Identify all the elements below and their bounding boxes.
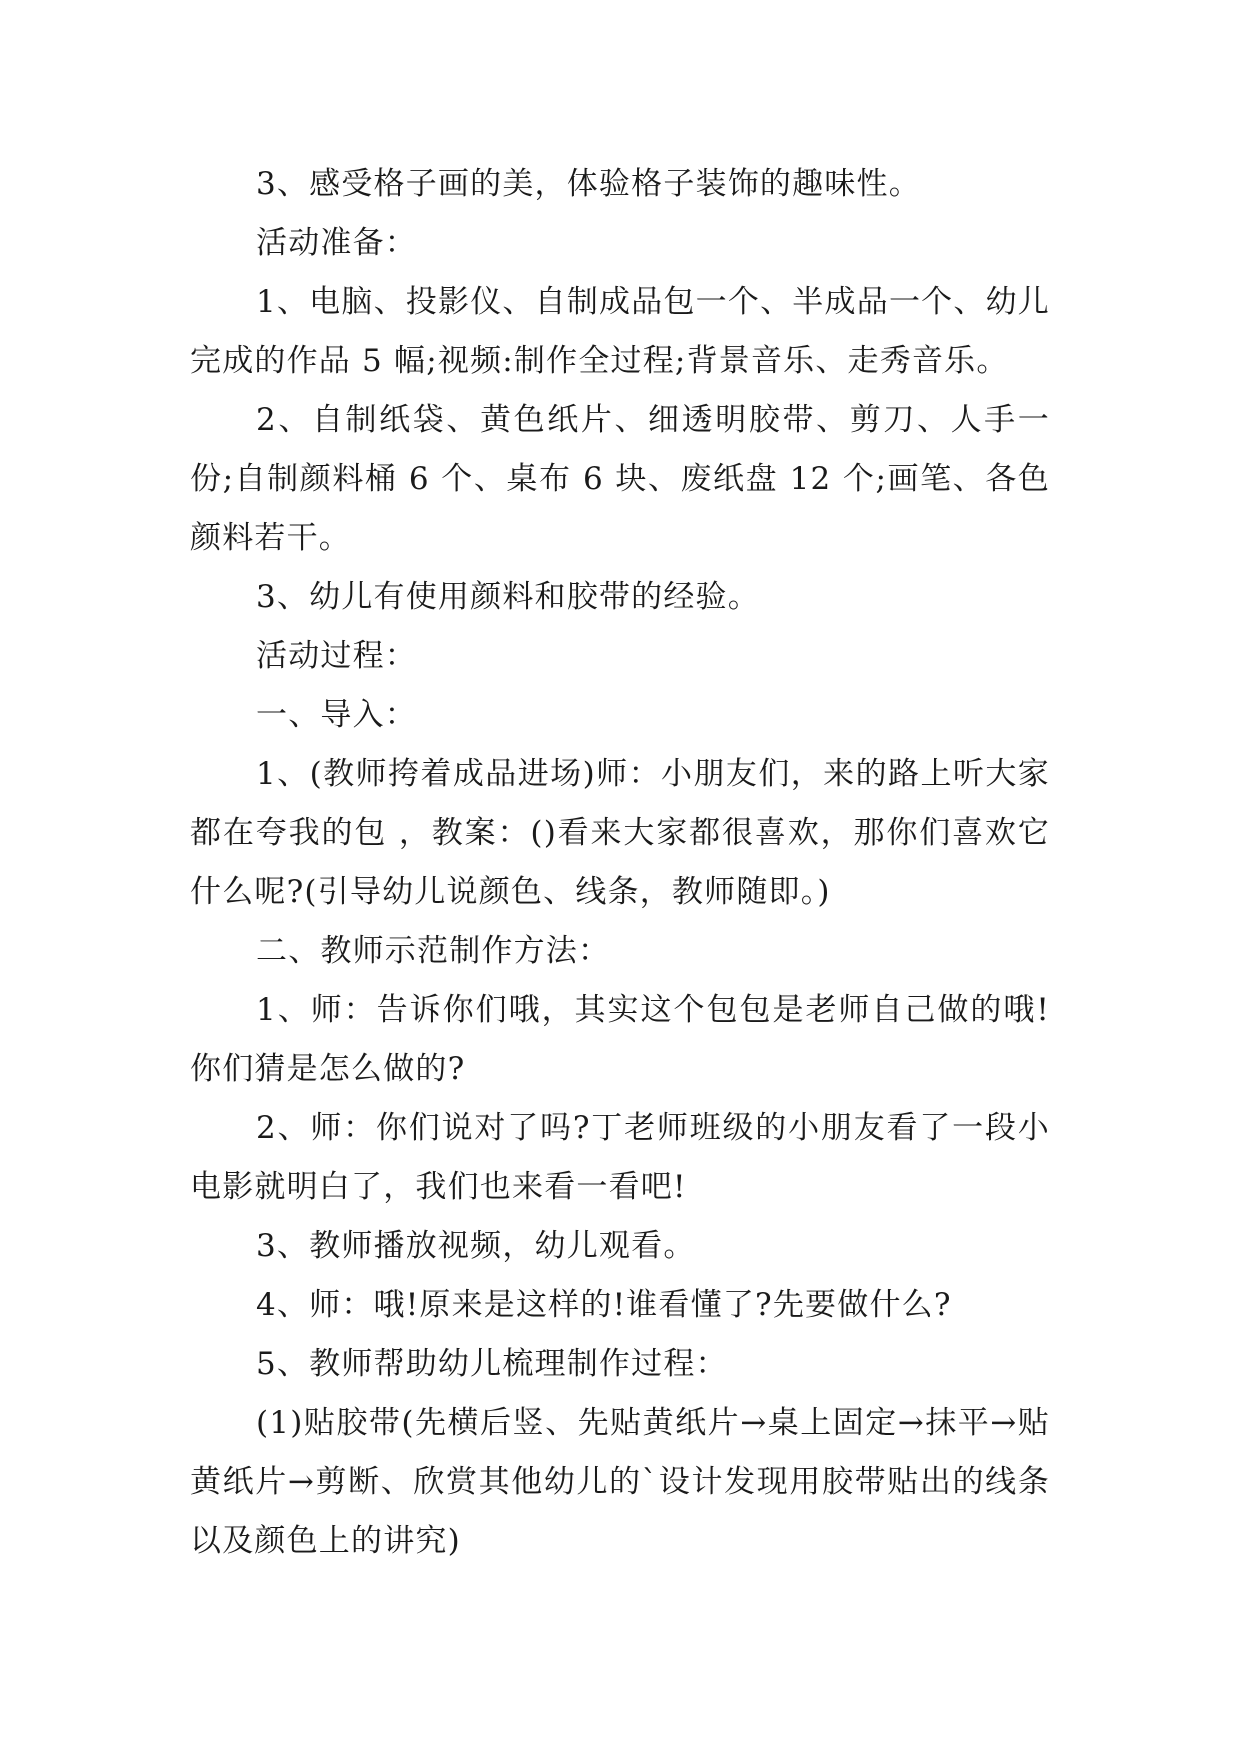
paragraph-prep-2: 2、自制纸袋、黄色纸片、细透明胶带、剪刀、人手一份;自制颜料桶 6 个、桌布 6 块、废纸盘 12 个;画笔、各色颜料若干。 [190, 402, 1050, 556]
paragraph-goal-3: 3、感受格子画的美，体验格子装饰的趣味性。 [256, 166, 921, 202]
heading-demonstration: 二、教师示范制作方法： [256, 933, 611, 969]
paragraph-demo-4: 4、师：哦!原来是这样的!谁看懂了?先要做什么? [256, 1287, 952, 1323]
heading-introduction: 一、导入： [256, 697, 417, 733]
paragraph-demo-3: 3、教师播放视频，幼儿观看。 [256, 1228, 696, 1264]
paragraph-prep-3: 3、幼儿有使用颜料和胶带的经验。 [256, 579, 760, 615]
heading-activity-process: 活动过程： [256, 638, 417, 674]
paragraph-demo-5: 5、教师帮助幼儿梳理制作过程： [256, 1346, 728, 1382]
document-page [190, 155, 1050, 1571]
heading-activity-preparation: 活动准备： [256, 225, 417, 261]
paragraph-demo-2: 2、师：你们说对了吗?丁老师班级的小朋友看了一段小电影就明白了，我们也来看一看吧! [190, 1110, 1050, 1205]
paragraph-intro-1: 1、(教师挎着成品进场)师：小朋友们，来的路上听大家都在夸我的包 ，教案：()看来大家都很喜欢，那你们喜欢它什么呢?(引导幼儿说颜色、线条，教师随即。) [190, 756, 1050, 910]
paragraph-step-1: (1)贴胶带(先横后竖、先贴黄纸片→桌上固定→抹平→贴黄纸片→剪断、欣赏其他幼儿的`设计发现用胶带贴出的线条以及颜色上的讲究) [190, 1405, 1050, 1559]
paragraph-demo-1: 1、师：告诉你们哦，其实这个包包是老师自己做的哦!你们猜是怎么做的? [190, 992, 1050, 1087]
paragraph-prep-1: 1、电脑、投影仪、自制成品包一个、半成品一个、幼儿完成的作品 5 幅;视频:制作全过程;背景音乐、走秀音乐。 [190, 284, 1050, 379]
